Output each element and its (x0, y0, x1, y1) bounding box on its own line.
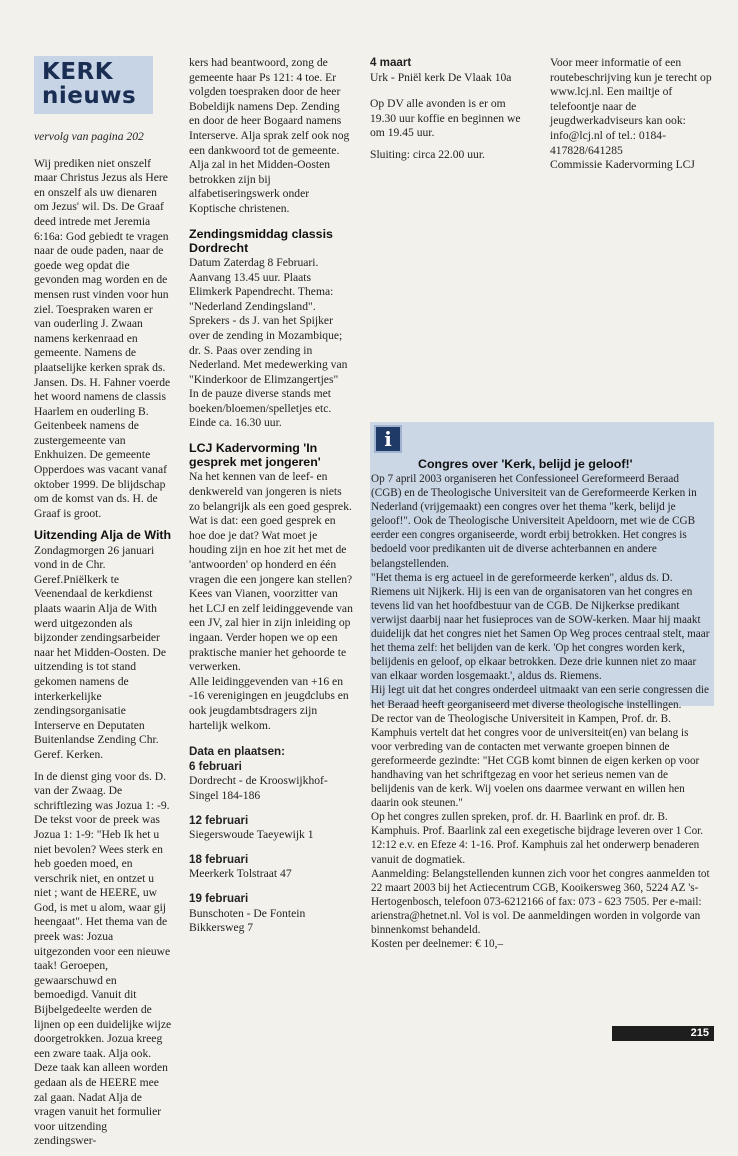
article-paragraph: In de dienst ging voor ds. D. van der Zwaag. De schriftlezing was Jozua 1: -9. De tekst voor de preek was Jozua 1: 1-9: "Heb Ik het u niet bevolen? Wees sterk en heb goeden moed, en verschrik niet, en ontzet u niet ; want de HEERE, uw God, is met u alom, waar gij heengaat". Het thema van de preek was: Jozua uitgezonden voor een nieuwe taak! Geroepen, gewaarschuwd en bemoedigd. Vanuit dit Bijbelgedeelte werden de lijnen op een duidelijke wijze doorgetrokken. Jozua kreeg een zware taak. Alja ook. Deze taak kan alleen worden gedaan als de HEERE mee zal gaan. Nadat Alja de vragen vanuit het formulier voor uitzending zendingswer- (34, 769, 172, 1148)
article-paragraph: Datum Zaterdag 8 Februari. Aanvang 13.45 uur. Plaats Elimkerk Papendrecht. Thema: "Nederland Zendingsland". Sprekers - ds J. van het Spijker over de zending in Mozambique; dr. S. Paas over zending in Nederland. Met medewerking van "Kinderkoor de Elimzangertjes" (189, 255, 348, 386)
column-4 (550, 56, 716, 180)
article-paragraph: Zondagmorgen 26 januari vond in de Chr. Geref.Pniëlkerk te Veenendaal de kerkdienst plaats waarin Alja de With werd uitgezonden als bijzonder zendingsarbeider naar het Midden-Oosten. De uitzending is tot stand gekomen namens de interkerkelijke zendingsorganisatie Interserve en Deputaten Buitenlandse Zending Chr. Geref. Kerken. (34, 543, 166, 761)
info-paragraph: Aanmelding: Belangstellenden kunnen zich voor het congres aanmelden tot 22 maart 2003 bij het Actiecentrum CGB, Kooikersweg 360, 5224 AZ 's-Hertogenbosch, telefoon 073-6212166 of fax: 073 - 623 7505. Per e-mail: arienstra@hetnet.nl. Vol is vol. De aanmeldingen worden in volgorde van binnenkomst behandeld. (371, 867, 710, 936)
article-heading: Uitzending Alja de With (34, 528, 172, 543)
event-place: Siegerswoude Taeyewijk 1 (189, 828, 314, 842)
info-paragraph: Op het congres zullen spreken, prof. dr. H. Baarlink en prof. dr. B. Kamphuis. Prof. Baarlink zal een exegetische bijdrage leveren over 1 Cor. 12:12 e.v. en Efeze 4: 1-16. Prof. Kamphuis zal het onderwerp benaderen vanuit de dogmatiek. (371, 811, 704, 866)
continued-from-note: vervolg van pagina 202 (34, 130, 144, 143)
event-date: 4 maart (370, 56, 412, 69)
article-paragraph: Alle leidinggevenden van +16 en -16 verenigingen en jeugdclubs en ook jeugdambtsdragers zijn hartelijk welkom. (189, 674, 349, 732)
article-paragraph: In de pauze diverse stands met boeken/bloemen/spelletjes etc. Einde ca. 16.30 uur. (189, 387, 332, 430)
info-icon-letter: i (384, 427, 392, 451)
kerk-nieuws-logo (34, 56, 153, 114)
signature-line: Commissie Kadervorming LCJ (550, 158, 695, 172)
article-paragraph: kers had beantwoord, zong de gemeente haar Ps 121: 4 toe. Er volgden toespraken door de heer Bobeldijk namens Dep. Zending en door de heer Bogaard namens Interserve. Alja sprak zelf ook nog een dankwoord tot de gemeente. Alja zal in het Midden-Oosten betrokken zijn bij alfabetiseringswerk onder Koptische christenen. (189, 56, 350, 215)
info-icon (374, 425, 402, 453)
article-paragraph: Wat is dat: een goed gesprek en hoe doe je dat? Wat moet je houding zijn en hoe zit het met de 'antwoorden' op honderd en één vragen die een jongere kan stellen? (189, 514, 353, 586)
event-place: Bunschoten - De Fontein Bikkersweg 7 (189, 906, 306, 935)
event-date: 19 februari (189, 891, 249, 905)
article-paragraph: Kees van Vianen, voorzitter van het LCJ en zelf leidinggevende van een JV, zal hier in zijn inleiding op ingaan. Verder hopen we op een praktische manier het gehoorde te verwerken. (189, 587, 353, 674)
info-paragraph: Hij legt uit dat het congres onderdeel uitmaakt van een serie congressen die het Beraad heeft georganiseerd met diverse theologische instellingen. (371, 684, 709, 711)
article-paragraph: Na het kennen van de leef- en denkwereld van jongeren is niets zo belangrijk als een goed gesprek. (189, 470, 352, 513)
column-3 (370, 56, 530, 170)
logo-line-kerk: KERK (42, 59, 114, 85)
article-paragraph: Wij prediken niet onszelf maar Christus Jezus als Here en onszelf als uw dienaren om Jezus' wil. Ds. De Graaf deed intrede met Jeremia 6:16a: God gebiedt te vragen naar de oude paden, naar de goede weg opdat die gevonden mag worden en de mensen rust vinden voor hun ziel. Toespraken waren er van ouderling J. Zwaan namens kerkenraad en gemeente. Namens de plaatselijke kerken sprak ds. Jansen. Ds. H. Fahner voerde het woord namens de classis Haarlem en ouderling B. Geitenbeek namens de zustergemeente van Enkhuizen. De gemeente Opperdoes was vacant vanaf oktober 1999. De blijdschap om de komst van ds. H. de Graaf is groot. (34, 156, 171, 520)
info-paragraph: Kosten per deelnemer: € 10,– (371, 938, 504, 951)
article-heading: Zendingsmiddag classis Dordrecht (189, 226, 333, 255)
event-date: 6 februari (189, 759, 242, 773)
event-place: Meerkerk Tolstraat 47 (189, 867, 292, 881)
article-heading: LCJ Kadervorming 'In gesprek met jongeren' (189, 441, 321, 470)
page-number: 215 (690, 1027, 709, 1039)
column-2 (189, 56, 353, 946)
info-paragraph: Op 7 april 2003 organiseren het Confessioneel Gereformeerd Beraad (CGB) en de Theologische Universiteit van de Gereformeerde Kerken in Nederland (vrijgemaakt) een congres over het thema "kerk, belijd je geloof!". Ook de Theologische Universiteit Apeldoorn, met wie de CGB eerder een congres organiseerde, wordt erbij betrokken. Het congres is bedoeld voor predikanten uit de diverse achterbannen en andere belangstellenden. (371, 473, 697, 570)
info-box-title: Congres over 'Kerk, belijd je geloof!' (418, 457, 633, 471)
event-date: 18 februari (189, 852, 249, 866)
info-box-text (371, 472, 711, 951)
article-paragraph: Sluiting: circa 22.00 uur. (370, 147, 485, 161)
event-date: 12 februari (189, 813, 249, 827)
column-1 (34, 130, 172, 1156)
article-paragraph: Op DV alle avonden is er om 19.30 uur koffie en beginnen we om 19.45 uur. (370, 97, 521, 140)
logo-line-nieuws: nieuws (42, 83, 137, 109)
event-place: Dordrecht - de Krooswijkhof-Singel 184-186 (189, 774, 328, 802)
dates-heading: Data en plaatsen: (189, 745, 285, 759)
info-paragraph: De rector van de Theologische Universiteit in Kampen, Prof. dr. B. Kamphuis vertelt dat het congres voor de universiteit(en) van belang is voor verbreding van de contacten met verwante groepen binnen de gereformeerde gezindte: "Het CGB komt binnen de eigen kerken op voor handhaving van het schriftgezag en voor het serieus nemen van de belijdenis van de kerk. Wij voelen ons daarmee verwant en willen hen daarin ook steunen." (371, 712, 700, 810)
page-number-bar (612, 1026, 714, 1041)
event-place: Urk - Pniël kerk De Vlaak 10a (370, 70, 512, 84)
article-paragraph: Voor meer informatie of een routebeschrijving kun je terecht op www.lcj.nl. Een mailtje of telefoontje naar de jeugdwerkadviseurs kan ook: info@lcj.nl of tel.: 0184-417828/641285 (550, 56, 712, 157)
info-paragraph: "Het thema is erg actueel in de gereformeerde kerken", aldus ds. D. Riemens uit Nijkerk. Hij is een van de organisatoren van het congres en tevens lid van het hoofdbestuur van de CGB. De Nijkerkse predikant verwijst daarbij naar het fusieproces van de SOW-kerken. Maar hij maakt duidelijk dat het congres niet het Samen Op Weg proces centraal stelt, maar het thema zelf: het belijden van de kerk. 'Op het congres worden kerk, belijdenis en geloof, op elkaar betrokken. Deze drie kunnen niet zo maar van elkaar worden losgemaakt.', aldus ds. Riemens. (371, 571, 710, 683)
